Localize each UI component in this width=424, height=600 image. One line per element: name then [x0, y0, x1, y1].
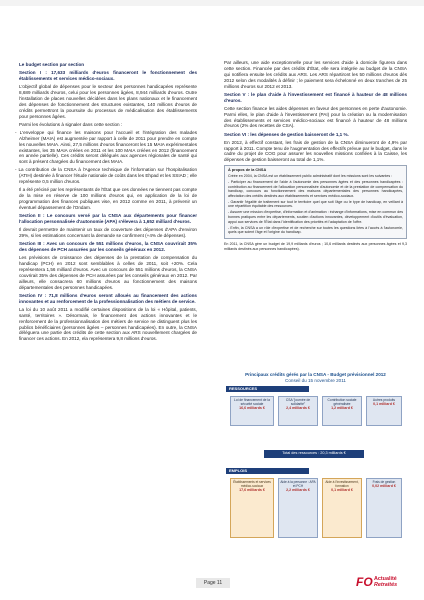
logo-line-1: Actualité	[374, 576, 397, 582]
bullet-item: - L'enveloppe qui finance les maisons pour l'accueil et l'intégration des malades Alzheimer (MAIA) est augmentée par rapport à celle de 2011 pour prendre en compte les nouvelles MAIA. Ainsi, 27,5 millions d'euros financeront les 15 MAIA expérimentales existantes, les 35 MAIA créées en 2011 et les 100 MAIA créées en 2012 (financement en année partielle). Ces crédits seront délégués aux agences régionales de santé qui sont à présent chargées du financement des MAIA.	[15, 129, 197, 165]
cnsa-info-box	[224, 165, 407, 239]
paragraph: Il devrait permettre de maintenir un taux de couverture des dépenses d'APA d'environ 29%, si les estimations concernant la demande se confirment (+4% de dépenses).	[19, 227, 197, 239]
resource-label: Contribution sociale généralisée	[327, 398, 357, 407]
use-value: 0,1 milliard €	[331, 488, 353, 492]
use-box	[230, 478, 274, 538]
paragraph: Cette section finance les aides dépenses en faveur des personnes en perte d'autonomie. Parmi elles, le plan d'aide à l'investissement (PAI) pour la création ou la modernisation des établissements et services médico-sociaux est financé à hauteur de 48 millions d'euros (2% des recettes de CSA).	[224, 105, 407, 129]
paragraph: Les prévisions de croissance des dépenses de la prestation de compensation du handicap (PCH) en 2012 sont semblables à celles de 2011, soit +20%. Cela représentera 1,56 milliard d'euros. Avec un concours de 551 millions d'euros, la CNSA couvrirait 35% des dépenses de PCH assurées par les conseils généraux en 2012. Par ailleurs, elle consacrera 60 millions d'euros au fonctionnement des maisons départementales des personnes handicapées.	[19, 255, 197, 290]
budget-note: En 2011, la CNSA gère un budget de 19,9 milliards d'euros ; 10,6 milliards destinés aux personnes âgées et 9,3 milliards destinés aux personnes handicapées).	[224, 242, 407, 251]
resource-label: Loi de financement de la sécurité sociale	[234, 398, 270, 407]
paragraph: Parmi les évolutions à signaler dans cette section :	[19, 121, 123, 127]
info-box-text: Créée en 2004, la CNSA est un établissement public administratif dont les missions sont les suivantes :	[228, 174, 393, 179]
resource-value: 2,4 milliards €	[286, 406, 310, 411]
section-3-title: Section III : Avec un concours de 551 millions d'euros, la CNSA couvrirait 35% des dépenses de PCH assurées par les conseils généraux en 2012.	[19, 241, 197, 253]
resources-label: RESSOURCES	[226, 386, 309, 392]
section-heading: Le budget section par section	[19, 62, 85, 67]
resource-value: 16,6 milliards €	[239, 406, 265, 411]
right-column	[224, 60, 407, 253]
paragraph: Il a été précisé par les représentants de l'État que ces données ne tiennent pas compte de la mise en réserve de 100 millions d'euros qui, en application de la loi de programmation des finances publiques vise, en 2012 comme en 2011, à prévenir un éventuel dépassement de l'Ondam.	[19, 187, 197, 211]
use-box	[322, 478, 362, 538]
page-footer	[0, 573, 424, 600]
resource-box	[230, 396, 274, 426]
resource-value: 0,1 milliard €	[373, 402, 395, 407]
logo-mark: FO	[356, 575, 373, 589]
use-value: 0,02 milliard €	[372, 484, 396, 488]
info-box-title: À propos de la CNSA	[228, 168, 267, 173]
diagram-title: Principaux crédits gérés par la CNSA - Budget prévisionnel 2012	[245, 372, 386, 377]
diagram-subtitle: Conseil du 15 novembre 2011	[285, 377, 346, 383]
left-column	[15, 62, 197, 344]
use-value: 17,6 milliards €	[239, 488, 265, 492]
info-box-text: - Participer au financement de l'aide à l'autonomie des personnes âgées et des personnes handicapées : contribution au financement de l'allocation personnalisée d'autonomie et de la prestation de compensation du handicap, concours au fonctionnement des maisons départementales des personnes handicapées, affectation des crédits destinés aux établissements et services médico-sociaux.	[228, 180, 403, 198]
use-label: Aide à l'investissement, formation	[325, 480, 359, 488]
use-label: Frais de gestion	[372, 480, 396, 484]
paragraph: En 2012, à effectif constant, les frais de gestion de la CNSA diminueront de 4,9% par rapport à 2011. Compte tenu de l'augmentation des effectifs prévue par le budget, dans le cadre du projet de COG pour assurer les nouvelles missions confiées à la Caisse, les dépenses de gestion baisseront au total de 1,1%.	[224, 139, 407, 163]
section-4-title: Section IV : 71,8 millions d'euros seront alloués au financement des actions innovantes et au renforcement de la professionnalisation des métiers de service.	[19, 292, 197, 304]
top-band	[0, 0, 424, 6]
use-label: Établissements et services médico-sociaux	[233, 480, 271, 488]
diagram-body	[224, 386, 407, 558]
section-2-title: Section II : Le concours versé par la CNSA aux départements pour financer l'allocation personnalisée d'autonomie (APA) s'élevera à 1,652 milliard d'euros.	[19, 213, 197, 225]
resource-label: CSA "journée de solidarité"	[285, 398, 311, 407]
paragraph: L'objectif global de dépenses pour le secteur des personnes handicapées représente 8,689 milliards d'euros, celui pour les personnes âgées, 8,944 milliards d'euros. Outre l'installation de places nouvelles décidées dans les plans nationaux et le financement des dépenses de fonctionnement des structures existantes, 140 millions d'euros de crédits permettront la poursuite du processus de médicalisation des établissements pour personnes âgées.	[19, 84, 197, 119]
uses-label: EMPLOIS	[226, 468, 309, 474]
resource-value: 1,2 milliard €	[331, 406, 353, 411]
use-box	[278, 478, 318, 538]
info-box-text: - Assurer une mission d'expertise, d'information et d'animation : échange d'informations, mise en commun des bonnes pratiques entre les départements, soutien d'actions innovantes, développement d'outils d'évaluation, appui aux services de l'État dans l'identification des priorités et l'adaptation de l'offre.	[228, 210, 403, 224]
use-value: 2,2 milliards €	[286, 488, 310, 492]
logo-text	[374, 576, 397, 588]
info-box-text: - Enfin, la CNSA a un rôle d'expertise et de recherche sur toutes les questions liées à l'accès à l'autonomie, quels que soient l'âge et l'origine du handicap.	[228, 225, 403, 235]
bullet-item: - La contribution de la CNSA à l'Agence technique de l'information sur l'hospitalisation (ATIH) destinée à financer l'étude nationale de coûts dans les Ehpad et les SSIAD ; elle représente 0,5 million d'euros.	[15, 167, 197, 185]
section-5-title: Section V : le plan d'aide à l'investissement est financé à hauteur de 48 millions d'euros.	[224, 91, 407, 103]
section-1-title: Section I : 17,633 milliards d'euros financeront le fonctionnement des établissements et services médico-sociaux.	[19, 70, 197, 81]
info-box-text: - Garantir l'égalité de traitement sur tout le territoire quel que soit l'âge ou le type de handicap, en veillant à une répartition équitable des ressources.	[228, 199, 403, 209]
use-label: Aide à la personne : APA et PCH	[280, 480, 316, 488]
paragraph: Par ailleurs, une aide exceptionnelle pour les services d'aide à domicile figurera dans cette section. Financée par des crédits d'État, elle sera intégrée au budget de la CNSA qui notifiera ensuite les crédits aux ARS. Les ARS répartiront les 50 millions d'euros dès 2012 selon des modalités à définir ; le paiement sera échelonné en deux tranches de 25 millions d'euros sur 2012 et 2013.	[224, 60, 407, 89]
resource-box	[322, 396, 362, 426]
credits-diagram	[224, 372, 407, 560]
publication-logo	[356, 575, 416, 593]
resource-box	[278, 396, 318, 426]
page-number: Page 11	[196, 578, 230, 588]
resources-total: Total des ressources : 20,3 milliards €	[264, 450, 364, 458]
section-6-title: Section VI : les dépenses de gestion baisseront de 1,1 %.	[224, 131, 349, 137]
resource-box	[366, 396, 402, 426]
logo-line-2: Retraités	[374, 582, 398, 588]
paragraph: La loi du 10 août 2011 a modifié certaines dispositions de la loi « Hôpital, patients, santé, territoires ». Désormais, le financement des actions innovantes et le renforcement de la professionnalisation des métiers de service ne distinguent plus les publics bénéficiaires (personnes âgées – personnes handicapées). En outre, la CNSA déléguera une partie des crédits de cette section aux ARS nouvellement chargées de financer ces actions. En 2012, ela représentera 9,8 millions d'euros.	[19, 306, 197, 342]
use-box	[366, 478, 402, 538]
resource-label: Autres produits	[372, 398, 396, 402]
